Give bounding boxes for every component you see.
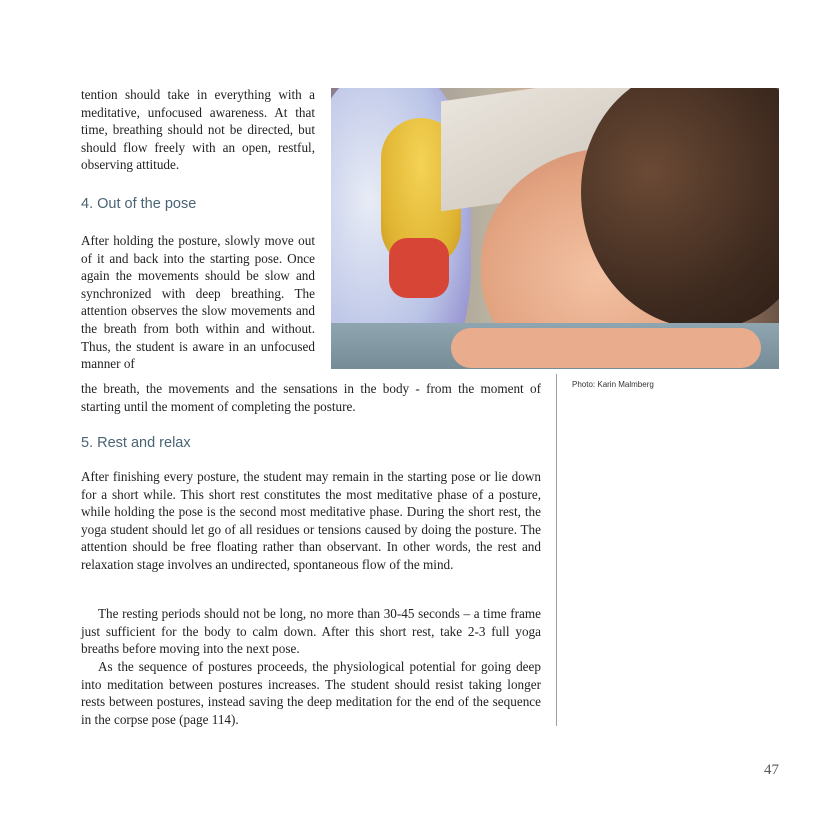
section-5-paragraph-2: The resting periods should not be long, no more than 30-45 seconds – a time frame just sufficient for the body to calm down. After this short rest, take 2-3 full yoga breaths before moving into the next pose. (81, 606, 541, 657)
section-4-heading: 4. Out of the pose (81, 196, 197, 212)
section-4-paragraph-top: After holding the posture, slowly move out of it and back into the starting pose. Once again the movements should be slow and synchronized with deep breathing. The attention observes the slow movements and the breath from both within and without. Thus, the student is aware in an unfocused manner of (81, 233, 315, 372)
section-5-paragraph-1: After finishing every posture, the student may remain in the starting pose or lie down for a short while. This short rest constitutes the most meditative phase of a posture, while holding the pose is the second most meditative phase. During the short rest, the yoga student should let go of all residues or tensions caused by doing the posture. The attention should be free floating rather than observant. In other words, the rest and relaxation stage involves an undirected, spontaneous flow of the mind. (81, 469, 541, 572)
photo-caption: Photo: Karin Malmberg (572, 380, 654, 389)
bear-shirt (389, 238, 449, 298)
photo-sleeping-child (331, 88, 779, 369)
column-divider (556, 374, 557, 726)
section-5-heading: 5. Rest and relax (81, 435, 191, 451)
intro-paragraph: tention should take in everything with a meditative, unfocused awareness. At that time, breathing should not be directed, but should flow freely with an open, restful, observing attitude. (81, 87, 315, 173)
page-number: 47 (764, 762, 779, 778)
child-arm (451, 328, 761, 368)
section-4-paragraph-continued: the breath, the movements and the sensations in the body - from the moment of starting until the moment of completing the posture. (81, 381, 541, 414)
section-5-paragraph-3: As the sequence of postures proceeds, the physiological potential for going deep into meditation between postures increases. The student should resist taking longer rests between postures, instead saving the deep meditation for the end of the sequence in the corpse pose (page 114). (81, 659, 541, 727)
